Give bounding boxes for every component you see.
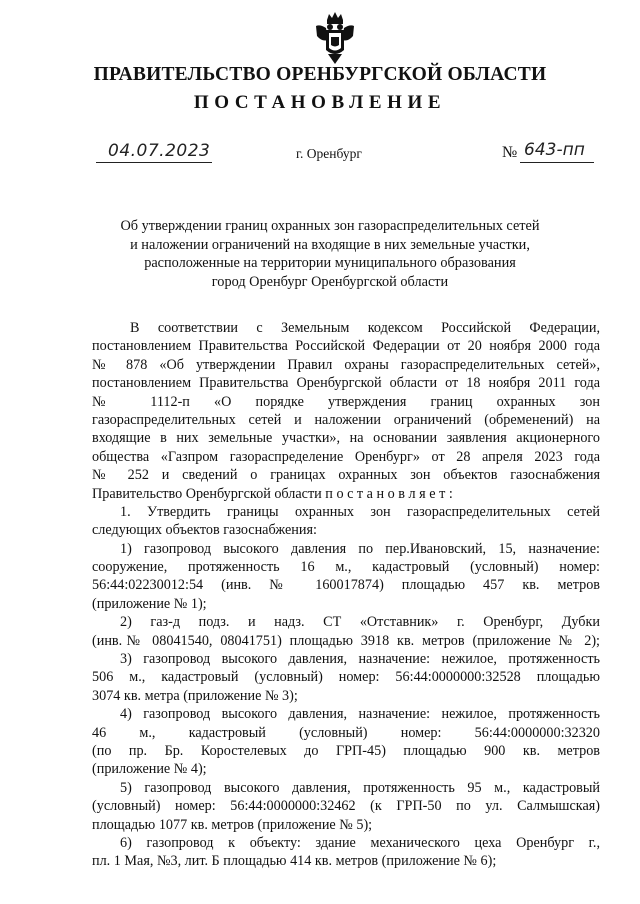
body-line: 1. Утвердить границы охранных зон газораспределительных сетей (120, 503, 600, 520)
number-underline (520, 162, 594, 163)
body-line: № 1112-п «О порядке утверждения границ охранных зон (92, 393, 600, 410)
subject-line: и наложении ограничений на входящие в них земельные участки, (130, 236, 530, 253)
body-line: площадью 1077 кв. метров (приложение № 5); (92, 816, 373, 833)
subject-line: расположенные на территории муниципального образования (144, 255, 516, 272)
doc-type-heading: ПОСТАНОВЛЕНИЕ (193, 92, 447, 113)
decree-number: 643-пп (524, 140, 585, 160)
body-line: 3074 кв. метра (приложение № 3); (92, 687, 298, 704)
decree-city: г. Оренбург (296, 146, 362, 161)
body-line: Правительство Оренбургской области п о с т а н о в л я е т : (92, 485, 453, 502)
body-line: (по пр. Бр. Коростелевых до ГРП-45) площадью 900 кв. метров (92, 742, 600, 759)
body-line: сооружение, протяженность 16 м., кадастровый (условный) номер: (92, 559, 600, 576)
body-line: 4) газопровод высокого давления, назначение: нежилое, протяженность (120, 706, 600, 723)
body-line: 506 м., кадастровый (условный) номер: 56:44:0000000:32528 площадью (92, 669, 600, 686)
body-line: (инв.№ 08041540, 08041751) площадью 3918 кв. метров (приложение № 2); (92, 632, 600, 649)
body-line: В соответствии с Земельным кодексом Российской Федерации, (130, 320, 600, 336)
body-line: 2) газ-д подз. и надз. СТ «Отставник» г. Оренбург, Дубки (120, 614, 600, 631)
gov-title: ПРАВИТЕЛЬСТВО ОРЕНБУРГСКОЙ ОБЛАСТИ (93, 64, 547, 85)
body-line: (приложение № 4); (92, 761, 207, 778)
body-line: (приложение № 1); (92, 595, 207, 612)
body-line: общества «Газпром газораспределение Оренбург» от 28 апреля 2023 года (92, 448, 600, 465)
body-line: постановлением Правительства Российской Федерации от 20 ноября 2000 года (92, 338, 600, 355)
body-line: 46 м., кадастровый (условный) номер: 56:44:0000000:32320 (92, 724, 600, 741)
body-line: 5) газопровод высокого давления, протяженность 95 м., кадастровый (120, 779, 600, 796)
body-line: 56:44:02230012:54 (инв. № 160017874) площадью 457 кв. метров (92, 577, 600, 594)
body-line: постановлением Правительства Оренбургской области от 18 ноября 2011 года (92, 375, 600, 392)
subject-line: Об утверждении границ охранных зон газораспределительных сетей (120, 218, 540, 234)
decree-number-prefix: № (502, 144, 518, 161)
body-line: № 878 «Об утверждении Правил охраны газораспределительных сетей», (92, 356, 600, 373)
body-line: 6) газопровод к объекту: здание механического цеха Оренбург г., (120, 834, 600, 851)
body-line: следующих объектов газоснабжения: (92, 522, 317, 539)
body-line: № 252 и сведений о границах охранных зон объектов газоснабжения (92, 467, 600, 484)
body-line: входящие в них земельные участки», на основании заявления акционерного (92, 430, 600, 447)
subject-line: город Оренбург Оренбургской области (211, 273, 449, 290)
decree-date: 04.07.2023 (108, 141, 211, 161)
oren-coat-of-arms-icon (314, 10, 356, 66)
date-underline (96, 162, 212, 163)
body-line: (условный) номер: 56:44:0000000:32462 (к ГРП-50 по ул. Салмышская) (92, 798, 600, 815)
decree-body (92, 319, 600, 871)
body-line: газораспределительных сетей и наложении ограничений (обременений) на (92, 411, 600, 428)
body-line: 3) газопровод высокого давления, назначение: нежилое, протяженность (120, 651, 600, 668)
body-line: пл. 1 Мая, №3, лит. Б площадью 414 кв. метров (приложение № 6); (92, 853, 497, 870)
decree-subject (60, 217, 600, 291)
body-line: 1) газопровод высокого давления по пер.Ивановский, 15, назначение: (120, 540, 600, 557)
